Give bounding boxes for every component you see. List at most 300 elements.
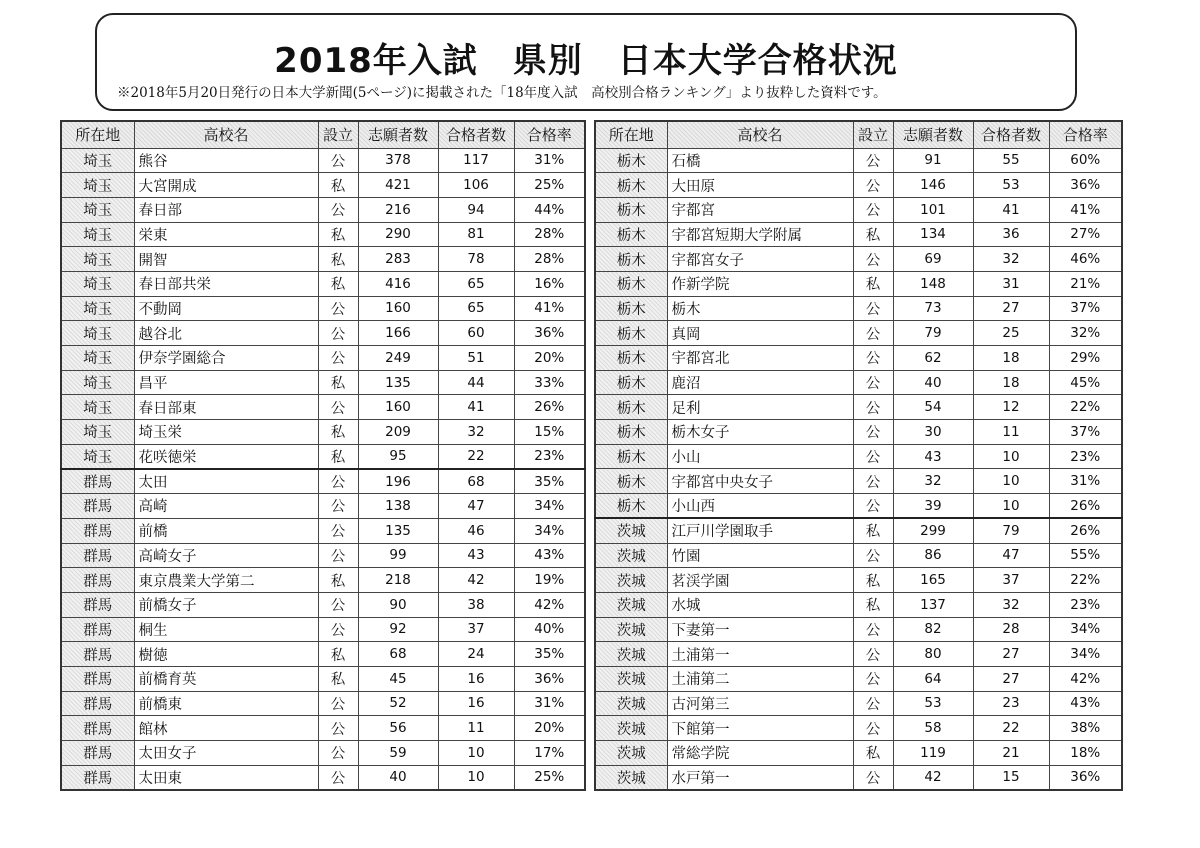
cell-school-name: 前橋育英 [134, 666, 318, 691]
cell-school-name: 宇都宮北 [667, 346, 853, 371]
results-table-right [594, 120, 1123, 791]
table-row [595, 642, 1122, 667]
cell-pass-rate: 23% [1049, 444, 1122, 469]
cell-pass-rate: 28% [514, 222, 585, 247]
table-row [61, 494, 585, 519]
cell-passed: 27 [973, 642, 1049, 667]
table-row [595, 741, 1122, 766]
cell-established: 公 [318, 148, 358, 173]
cell-prefecture: 栃木 [595, 370, 667, 395]
page-subtitle: ※2018年5月20日発行の日本大学新聞(5ページ)に掲載された「18年度入試 高校別合格ランキング」より抜粋した資料です。 [117, 85, 887, 101]
cell-school-name: 下館第一 [667, 716, 853, 741]
cell-prefecture: 栃木 [595, 494, 667, 519]
cell-pass-rate: 34% [514, 494, 585, 519]
cell-pass-rate: 29% [1049, 346, 1122, 371]
cell-pass-rate: 42% [1049, 666, 1122, 691]
cell-school-name: 花咲徳栄 [134, 444, 318, 469]
table-row [595, 173, 1122, 198]
table-row [595, 444, 1122, 469]
cell-pass-rate: 36% [1049, 765, 1122, 790]
cell-school-name: 大宮開成 [134, 173, 318, 198]
cell-school-name: 越谷北 [134, 321, 318, 346]
cell-prefecture: 茨城 [595, 716, 667, 741]
cell-passed: 10 [438, 741, 514, 766]
table-row [61, 197, 585, 222]
cell-applicants: 42 [893, 765, 973, 790]
cell-established: 公 [318, 716, 358, 741]
cell-established: 公 [853, 370, 893, 395]
column-header-established: 設立 [853, 121, 893, 148]
cell-pass-rate: 16% [514, 271, 585, 296]
column-header-passed: 合格者数 [438, 121, 514, 148]
cell-prefecture: 埼玉 [61, 420, 134, 445]
cell-established: 公 [318, 346, 358, 371]
table-row [61, 691, 585, 716]
cell-established: 公 [318, 765, 358, 790]
table-row [595, 148, 1122, 173]
cell-school-name: 栃木女子 [667, 420, 853, 445]
cell-pass-rate: 19% [514, 568, 585, 593]
cell-pass-rate: 55% [1049, 543, 1122, 568]
cell-pass-rate: 43% [1049, 691, 1122, 716]
cell-passed: 25 [973, 321, 1049, 346]
cell-applicants: 92 [358, 617, 438, 642]
cell-passed: 27 [973, 296, 1049, 321]
table-row [595, 666, 1122, 691]
cell-applicants: 218 [358, 568, 438, 593]
table-row [61, 741, 585, 766]
cell-school-name: 作新学院 [667, 271, 853, 296]
cell-applicants: 166 [358, 321, 438, 346]
cell-prefecture: 群馬 [61, 518, 134, 543]
cell-prefecture: 栃木 [595, 148, 667, 173]
cell-passed: 44 [438, 370, 514, 395]
cell-established: 公 [853, 716, 893, 741]
cell-established: 公 [853, 666, 893, 691]
column-header-established: 設立 [318, 121, 358, 148]
cell-applicants: 99 [358, 543, 438, 568]
cell-passed: 12 [973, 395, 1049, 420]
cell-established: 私 [318, 247, 358, 272]
cell-pass-rate: 36% [514, 321, 585, 346]
cell-pass-rate: 15% [514, 420, 585, 445]
cell-established: 公 [318, 197, 358, 222]
column-header-school: 高校名 [134, 121, 318, 148]
cell-school-name: 春日部東 [134, 395, 318, 420]
cell-passed: 10 [973, 494, 1049, 519]
cell-established: 私 [853, 568, 893, 593]
cell-passed: 27 [973, 666, 1049, 691]
cell-school-name: 開智 [134, 247, 318, 272]
table-row [595, 271, 1122, 296]
table-row [595, 765, 1122, 790]
cell-applicants: 146 [893, 173, 973, 198]
cell-established: 私 [318, 222, 358, 247]
table-row [595, 716, 1122, 741]
cell-prefecture: 栃木 [595, 222, 667, 247]
cell-school-name: 高崎 [134, 494, 318, 519]
cell-applicants: 165 [893, 568, 973, 593]
cell-prefecture: 栃木 [595, 296, 667, 321]
cell-prefecture: 栃木 [595, 247, 667, 272]
cell-school-name: 水戸第一 [667, 765, 853, 790]
cell-passed: 22 [973, 716, 1049, 741]
cell-passed: 42 [438, 568, 514, 593]
cell-prefecture: 群馬 [61, 592, 134, 617]
cell-prefecture: 茨城 [595, 765, 667, 790]
cell-established: 公 [853, 617, 893, 642]
table-row [595, 617, 1122, 642]
cell-pass-rate: 20% [514, 346, 585, 371]
cell-passed: 21 [973, 741, 1049, 766]
table-row [595, 543, 1122, 568]
cell-applicants: 30 [893, 420, 973, 445]
table-row [595, 370, 1122, 395]
table-row [595, 247, 1122, 272]
cell-passed: 37 [973, 568, 1049, 593]
cell-prefecture: 埼玉 [61, 346, 134, 371]
cell-pass-rate: 37% [1049, 296, 1122, 321]
cell-pass-rate: 31% [514, 691, 585, 716]
table-row [595, 321, 1122, 346]
cell-established: 私 [853, 518, 893, 543]
cell-passed: 36 [973, 222, 1049, 247]
cell-established: 公 [318, 518, 358, 543]
cell-applicants: 421 [358, 173, 438, 198]
cell-pass-rate: 31% [1049, 469, 1122, 494]
cell-applicants: 148 [893, 271, 973, 296]
cell-established: 私 [318, 370, 358, 395]
cell-established: 公 [318, 321, 358, 346]
table-row [595, 691, 1122, 716]
cell-prefecture: 群馬 [61, 691, 134, 716]
cell-applicants: 39 [893, 494, 973, 519]
cell-prefecture: 栃木 [595, 173, 667, 198]
cell-passed: 60 [438, 321, 514, 346]
table-row [61, 642, 585, 667]
cell-applicants: 32 [893, 469, 973, 494]
cell-passed: 10 [438, 765, 514, 790]
cell-school-name: 埼玉栄 [134, 420, 318, 445]
cell-pass-rate: 17% [514, 741, 585, 766]
cell-school-name: 鹿沼 [667, 370, 853, 395]
column-header-applicants: 志願者数 [893, 121, 973, 148]
cell-pass-rate: 31% [514, 148, 585, 173]
cell-prefecture: 埼玉 [61, 197, 134, 222]
cell-established: 公 [318, 296, 358, 321]
cell-established: 公 [853, 543, 893, 568]
cell-school-name: 小山西 [667, 494, 853, 519]
column-header-rate: 合格率 [514, 121, 585, 148]
cell-school-name: 足利 [667, 395, 853, 420]
cell-pass-rate: 25% [514, 173, 585, 198]
cell-school-name: 栄東 [134, 222, 318, 247]
cell-passed: 47 [973, 543, 1049, 568]
cell-school-name: 伊奈学園総合 [134, 346, 318, 371]
cell-prefecture: 群馬 [61, 741, 134, 766]
cell-applicants: 160 [358, 296, 438, 321]
cell-applicants: 40 [893, 370, 973, 395]
cell-school-name: 宇都宮 [667, 197, 853, 222]
table-row [61, 666, 585, 691]
cell-prefecture: 埼玉 [61, 296, 134, 321]
table-row [61, 469, 585, 494]
cell-prefecture: 群馬 [61, 543, 134, 568]
cell-prefecture: 埼玉 [61, 148, 134, 173]
cell-established: 公 [853, 321, 893, 346]
cell-established: 公 [853, 395, 893, 420]
cell-established: 公 [318, 617, 358, 642]
table-row [595, 469, 1122, 494]
cell-pass-rate: 22% [1049, 395, 1122, 420]
cell-prefecture: 栃木 [595, 346, 667, 371]
table-row [595, 592, 1122, 617]
cell-established: 公 [853, 642, 893, 667]
cell-applicants: 54 [893, 395, 973, 420]
table-row [61, 296, 585, 321]
cell-passed: 18 [973, 346, 1049, 371]
cell-pass-rate: 38% [1049, 716, 1122, 741]
table-row [61, 568, 585, 593]
cell-established: 私 [318, 642, 358, 667]
cell-passed: 81 [438, 222, 514, 247]
cell-established: 公 [318, 691, 358, 716]
cell-school-name: 水城 [667, 592, 853, 617]
table-header-row [61, 121, 585, 148]
cell-applicants: 138 [358, 494, 438, 519]
cell-pass-rate: 35% [514, 469, 585, 494]
cell-school-name: 真岡 [667, 321, 853, 346]
cell-applicants: 56 [358, 716, 438, 741]
table-row [595, 346, 1122, 371]
cell-prefecture: 群馬 [61, 666, 134, 691]
cell-established: 私 [853, 592, 893, 617]
cell-established: 公 [318, 494, 358, 519]
cell-applicants: 91 [893, 148, 973, 173]
cell-prefecture: 茨城 [595, 617, 667, 642]
table-row [61, 444, 585, 469]
cell-pass-rate: 32% [1049, 321, 1122, 346]
cell-established: 公 [318, 469, 358, 494]
table-row [61, 148, 585, 173]
table-row [61, 518, 585, 543]
cell-prefecture: 栃木 [595, 420, 667, 445]
table-row [61, 222, 585, 247]
cell-passed: 55 [973, 148, 1049, 173]
cell-established: 公 [853, 765, 893, 790]
cell-pass-rate: 42% [514, 592, 585, 617]
cell-passed: 117 [438, 148, 514, 173]
cell-passed: 106 [438, 173, 514, 198]
cell-passed: 11 [973, 420, 1049, 445]
cell-prefecture: 群馬 [61, 568, 134, 593]
cell-school-name: 館林 [134, 716, 318, 741]
cell-school-name: 樹徳 [134, 642, 318, 667]
cell-school-name: 大田原 [667, 173, 853, 198]
cell-school-name: 宇都宮女子 [667, 247, 853, 272]
results-body-right [595, 148, 1122, 790]
cell-pass-rate: 23% [1049, 592, 1122, 617]
page-title: 2018年入試 県別 日本大学合格状況 [274, 41, 898, 81]
cell-school-name: 前橋東 [134, 691, 318, 716]
cell-passed: 68 [438, 469, 514, 494]
cell-applicants: 378 [358, 148, 438, 173]
cell-passed: 37 [438, 617, 514, 642]
cell-applicants: 82 [893, 617, 973, 642]
cell-prefecture: 茨城 [595, 518, 667, 543]
cell-prefecture: 埼玉 [61, 395, 134, 420]
table-row [595, 395, 1122, 420]
cell-passed: 65 [438, 271, 514, 296]
cell-applicants: 80 [893, 642, 973, 667]
cell-passed: 11 [438, 716, 514, 741]
table-row [595, 518, 1122, 543]
cell-prefecture: 埼玉 [61, 173, 134, 198]
cell-passed: 46 [438, 518, 514, 543]
cell-applicants: 90 [358, 592, 438, 617]
cell-school-name: 前橋女子 [134, 592, 318, 617]
cell-pass-rate: 44% [514, 197, 585, 222]
cell-passed: 79 [973, 518, 1049, 543]
cell-passed: 94 [438, 197, 514, 222]
cell-pass-rate: 34% [1049, 617, 1122, 642]
cell-pass-rate: 36% [1049, 173, 1122, 198]
cell-established: 公 [853, 691, 893, 716]
cell-prefecture: 埼玉 [61, 222, 134, 247]
cell-established: 公 [853, 197, 893, 222]
cell-prefecture: 埼玉 [61, 321, 134, 346]
cell-school-name: 高崎女子 [134, 543, 318, 568]
table-row [61, 716, 585, 741]
column-header-passed: 合格者数 [973, 121, 1049, 148]
cell-school-name: 竹園 [667, 543, 853, 568]
table-row [61, 592, 585, 617]
cell-pass-rate: 41% [514, 296, 585, 321]
cell-applicants: 69 [893, 247, 973, 272]
cell-applicants: 95 [358, 444, 438, 469]
cell-passed: 38 [438, 592, 514, 617]
cell-school-name: 宇都宮短期大学附属 [667, 222, 853, 247]
cell-pass-rate: 26% [1049, 494, 1122, 519]
cell-pass-rate: 26% [1049, 518, 1122, 543]
cell-established: 公 [318, 543, 358, 568]
cell-prefecture: 茨城 [595, 642, 667, 667]
cell-pass-rate: 22% [1049, 568, 1122, 593]
cell-established: 公 [853, 420, 893, 445]
column-header-rate: 合格率 [1049, 121, 1122, 148]
cell-applicants: 137 [893, 592, 973, 617]
cell-pass-rate: 18% [1049, 741, 1122, 766]
cell-passed: 22 [438, 444, 514, 469]
cell-applicants: 283 [358, 247, 438, 272]
cell-pass-rate: 21% [1049, 271, 1122, 296]
cell-pass-rate: 23% [514, 444, 585, 469]
cell-applicants: 62 [893, 346, 973, 371]
cell-applicants: 135 [358, 370, 438, 395]
cell-prefecture: 埼玉 [61, 271, 134, 296]
cell-prefecture: 群馬 [61, 765, 134, 790]
results-body-left [61, 148, 585, 790]
cell-applicants: 249 [358, 346, 438, 371]
cell-prefecture: 栃木 [595, 444, 667, 469]
cell-school-name: 春日部共栄 [134, 271, 318, 296]
cell-pass-rate: 27% [1049, 222, 1122, 247]
cell-passed: 53 [973, 173, 1049, 198]
table-header-row [595, 121, 1122, 148]
cell-established: 私 [318, 271, 358, 296]
cell-pass-rate: 40% [514, 617, 585, 642]
table-row [595, 568, 1122, 593]
cell-passed: 43 [438, 543, 514, 568]
column-header-school: 高校名 [667, 121, 853, 148]
cell-school-name: 熊谷 [134, 148, 318, 173]
cell-prefecture: 茨城 [595, 568, 667, 593]
cell-established: 私 [318, 173, 358, 198]
cell-applicants: 134 [893, 222, 973, 247]
cell-established: 私 [853, 741, 893, 766]
cell-school-name: 太田 [134, 469, 318, 494]
cell-applicants: 53 [893, 691, 973, 716]
cell-passed: 16 [438, 666, 514, 691]
cell-applicants: 58 [893, 716, 973, 741]
cell-applicants: 196 [358, 469, 438, 494]
cell-established: 私 [318, 666, 358, 691]
cell-school-name: 前橋 [134, 518, 318, 543]
cell-passed: 51 [438, 346, 514, 371]
cell-applicants: 79 [893, 321, 973, 346]
cell-applicants: 64 [893, 666, 973, 691]
cell-passed: 32 [973, 592, 1049, 617]
cell-pass-rate: 20% [514, 716, 585, 741]
cell-passed: 41 [973, 197, 1049, 222]
table-row [61, 543, 585, 568]
cell-pass-rate: 33% [514, 370, 585, 395]
cell-passed: 41 [438, 395, 514, 420]
cell-pass-rate: 34% [514, 518, 585, 543]
table-row [595, 420, 1122, 445]
table-row [595, 222, 1122, 247]
column-header-applicants: 志願者数 [358, 121, 438, 148]
cell-school-name: 太田女子 [134, 741, 318, 766]
cell-pass-rate: 34% [1049, 642, 1122, 667]
cell-established: 私 [853, 271, 893, 296]
cell-pass-rate: 45% [1049, 370, 1122, 395]
table-row [61, 617, 585, 642]
cell-pass-rate: 60% [1049, 148, 1122, 173]
cell-prefecture: 埼玉 [61, 444, 134, 469]
results-table-left [60, 120, 586, 791]
cell-applicants: 68 [358, 642, 438, 667]
cell-school-name: 土浦第二 [667, 666, 853, 691]
table-row [61, 173, 585, 198]
cell-applicants: 299 [893, 518, 973, 543]
cell-school-name: 常総学院 [667, 741, 853, 766]
cell-established: 公 [853, 247, 893, 272]
cell-established: 公 [318, 395, 358, 420]
cell-prefecture: 埼玉 [61, 370, 134, 395]
cell-school-name: 小山 [667, 444, 853, 469]
cell-prefecture: 栃木 [595, 271, 667, 296]
cell-pass-rate: 46% [1049, 247, 1122, 272]
cell-school-name: 太田東 [134, 765, 318, 790]
cell-passed: 24 [438, 642, 514, 667]
column-header-prefecture: 所在地 [61, 121, 134, 148]
cell-passed: 32 [438, 420, 514, 445]
cell-passed: 78 [438, 247, 514, 272]
table-row [61, 271, 585, 296]
cell-school-name: 土浦第一 [667, 642, 853, 667]
cell-passed: 18 [973, 370, 1049, 395]
